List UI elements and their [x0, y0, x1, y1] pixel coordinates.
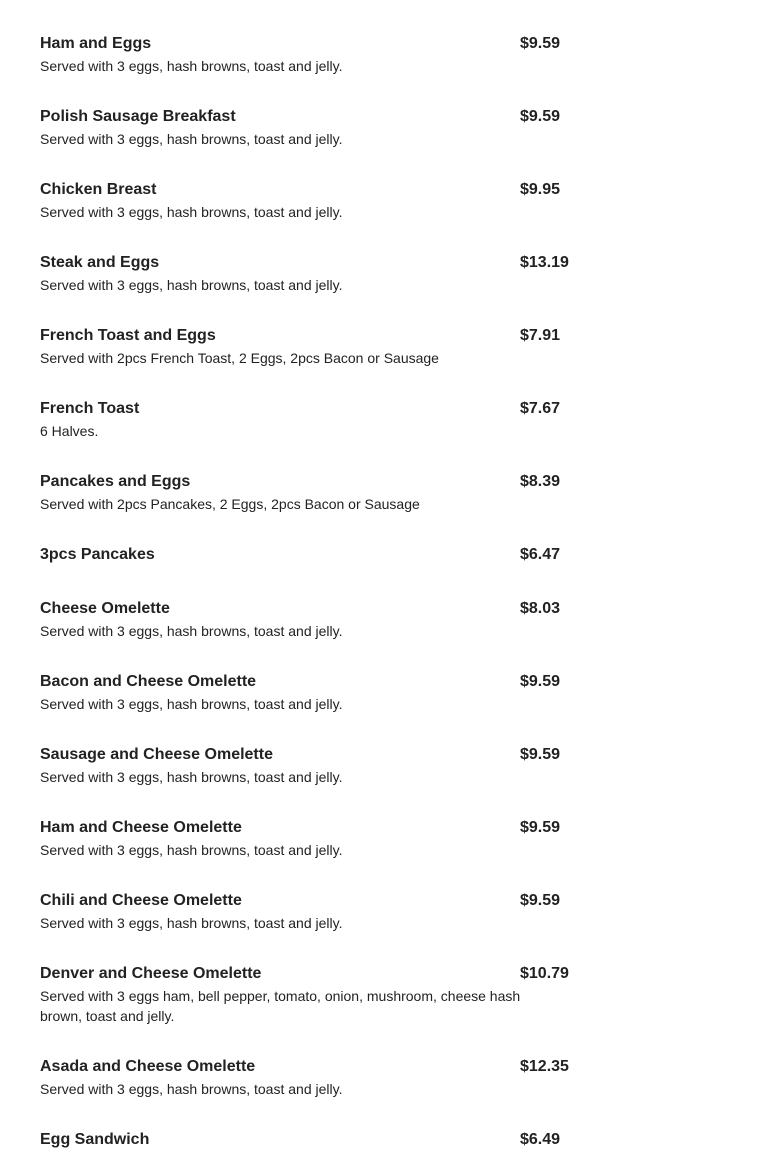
- item-name: Sausage and Cheese Omelette: [40, 746, 273, 763]
- item-description: Served with 3 eggs, hash browns, toast and jelly.: [40, 131, 343, 147]
- item-description: Served with 3 eggs, hash browns, toast and jelly.: [40, 277, 343, 293]
- item-name: Denver and Cheese Omelette: [40, 965, 262, 982]
- item-name: Egg Sandwich: [40, 1131, 150, 1148]
- item-description: Served with 3 eggs, hash browns, toast and jelly.: [40, 204, 343, 220]
- item-price: $8.39: [520, 473, 561, 490]
- item-name: 3pcs Pancakes: [40, 546, 155, 563]
- item-price: $9.59: [520, 746, 561, 763]
- item-description: 6 Halves.: [40, 423, 99, 439]
- item-price: $9.59: [520, 892, 561, 909]
- item-description: Served with 3 eggs, hash browns, toast and jelly.: [40, 623, 343, 639]
- item-price: $7.91: [520, 327, 561, 344]
- item-name: Asada and Cheese Omelette: [40, 1058, 256, 1075]
- item-name: Polish Sausage Breakfast: [40, 108, 236, 125]
- item-price: $9.59: [520, 108, 561, 125]
- item-name: French Toast and Eggs: [40, 327, 216, 344]
- item-description: Served with 3 eggs ham, bell pepper, tomato, onion, mushroom, cheese hash brown, toast and jelly.: [40, 988, 521, 1024]
- item-price: $6.49: [520, 1131, 561, 1148]
- item-description: Served with 3 eggs, hash browns, toast and jelly.: [40, 58, 343, 74]
- item-name: Chicken Breast: [40, 181, 157, 198]
- item-description: Served with 2pcs French Toast, 2 Eggs, 2pcs Bacon or Sausage: [40, 350, 439, 366]
- item-price: $9.95: [520, 181, 561, 198]
- item-name: Cheese Omelette: [40, 600, 170, 617]
- item-price: $10.79: [520, 965, 569, 982]
- item-name: Pancakes and Eggs: [40, 473, 191, 490]
- item-price: $6.47: [520, 546, 561, 563]
- item-price: $13.19: [520, 254, 569, 271]
- item-price: $9.59: [520, 819, 561, 836]
- item-name: Bacon and Cheese Omelette: [40, 673, 257, 690]
- item-description: Served with 2pcs Pancakes, 2 Eggs, 2pcs Bacon or Sausage: [40, 496, 420, 512]
- item-name: Steak and Eggs: [40, 254, 160, 271]
- item-name: Chili and Cheese Omelette: [40, 892, 242, 909]
- item-description: Served with 3 eggs, hash browns, toast and jelly.: [40, 842, 343, 858]
- item-price: $12.35: [520, 1058, 569, 1075]
- item-price: $7.67: [520, 400, 561, 417]
- item-price: $9.59: [520, 35, 561, 52]
- item-description: Served with 3 eggs, hash browns, toast and jelly.: [40, 1081, 343, 1097]
- item-description: Served with 3 eggs, hash browns, toast and jelly.: [40, 696, 343, 712]
- item-price: $8.03: [520, 600, 561, 617]
- item-name: Ham and Cheese Omelette: [40, 819, 242, 836]
- item-description: Served with 3 eggs, hash browns, toast and jelly.: [40, 769, 343, 785]
- item-name: Ham and Eggs: [40, 35, 152, 52]
- item-price: $9.59: [520, 673, 561, 690]
- item-description: Served with 3 eggs, hash browns, toast and jelly.: [40, 915, 343, 931]
- item-name: French Toast: [40, 400, 140, 417]
